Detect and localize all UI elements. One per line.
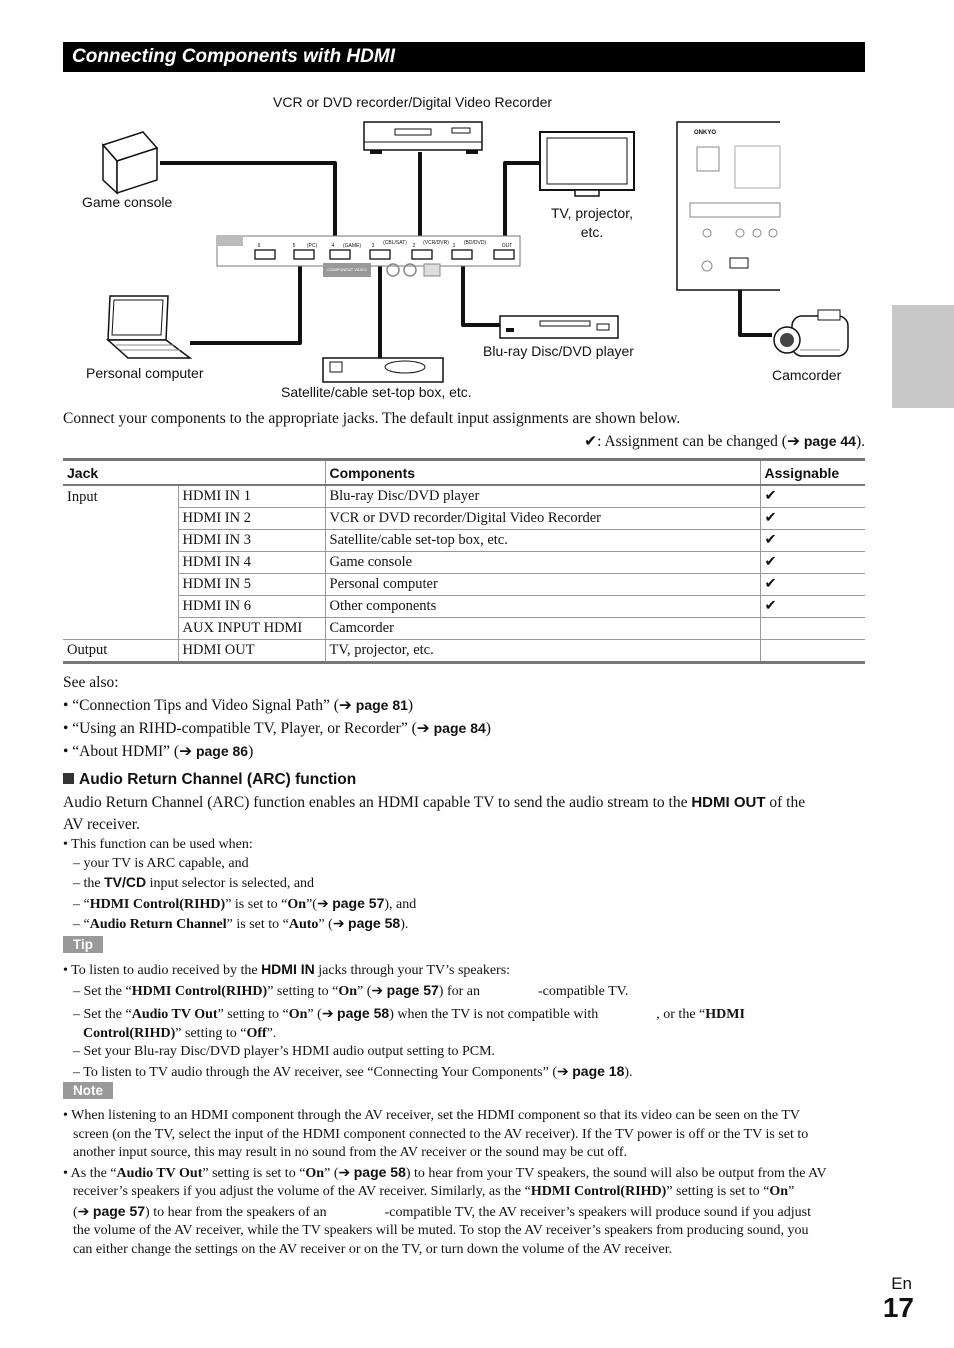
arc-condition-text: ” is set to “ <box>226 917 289 932</box>
tip-text: -compatible TV. <box>538 983 629 999</box>
page-ref-57[interactable]: page 57 <box>92 1202 146 1219</box>
label-tv-line1: TV, projector, <box>551 205 633 221</box>
hdmi-in-label: HDMI IN <box>261 961 315 977</box>
jack-number-out: OUT <box>501 243 513 249</box>
arrow-icon: ➔ <box>321 1007 334 1022</box>
connection-diagram <box>63 90 863 400</box>
tvcd-label: TV/CD <box>104 874 147 890</box>
setting-name: Control(RIHD) <box>83 1025 176 1041</box>
arrow-icon: ➔ <box>316 896 329 912</box>
jack-cell: HDMI IN 4 <box>178 552 325 574</box>
arc-condition-text: – the <box>73 876 105 891</box>
see-also-text: • “Connection Tips and Video Signal Path” ( <box>63 697 339 714</box>
jack-number-5: 5 <box>292 243 296 249</box>
setting-name: HDMI Control(RIHD) <box>131 983 268 999</box>
arc-condition-text: ” is set to “ <box>225 896 288 912</box>
tip-content <box>63 960 865 1082</box>
tip-text: ” ( <box>357 983 372 999</box>
see-also-text: • “Using an RIHD-compatible TV, Player, or Recorder” ( <box>63 720 417 737</box>
table-row <box>63 485 865 508</box>
setting-value: On <box>769 1184 789 1199</box>
label-vcr: VCR or DVD recorder/Digital Video Recorder <box>273 94 553 110</box>
note-text: ” <box>788 1184 795 1199</box>
tip-text: ). <box>624 1064 633 1080</box>
label-camcorder: Camcorder <box>772 367 842 383</box>
jack-cell: HDMI IN 1 <box>178 485 325 508</box>
table-row <box>63 530 865 552</box>
setting-name: Audio TV Out <box>116 1165 203 1181</box>
see-also-item: • “Using an RIHD-compatible TV, Player, or Recorder” (➔ page 84) <box>63 720 491 737</box>
jack-assignment-table <box>63 458 865 664</box>
note-line: screen (on the TV, select the input of the HDMI component connected to the AV receiver). If the TV power is off or the TV is set to <box>73 1126 809 1142</box>
arc-condition-text: ), and <box>384 896 417 912</box>
page-ref-44[interactable]: page 44 <box>803 433 856 449</box>
component-video-label: COMPONENT VIDEO <box>327 267 367 272</box>
hdmi-out-label: HDMI OUT <box>691 794 766 811</box>
setting-name: Audio Return Channel <box>89 917 227 932</box>
input-group-label: Input <box>63 485 178 640</box>
setting-value: Auto <box>288 917 319 932</box>
note-text: ” setting is set to “ <box>666 1184 770 1199</box>
page-ref-57[interactable]: page 57 <box>386 981 439 998</box>
header-jack: Jack <box>63 460 325 486</box>
note-line: the volume of the AV receiver, while the TV speakers will be muted. To stop the AV receiver’s speakers from producing sound, you <box>73 1223 809 1238</box>
page-number: 17 <box>882 1292 914 1323</box>
note-line: • When listening to an HDMI component through the AV receiver, set the HDMI component so that its video can be seen on the TV <box>63 1108 800 1123</box>
arc-condition <box>63 914 416 935</box>
note-text: ) to hear from your TV speakers, the sound will also be output from the AV <box>405 1165 827 1181</box>
note-line: another input source, this may result in no sound from the AV receiver or the sound may be cut off. <box>73 1145 628 1160</box>
see-also-item: • “About HDMI” (➔ page 86) <box>63 743 254 760</box>
tip-text: jacks through your TV’s speakers: <box>314 963 511 978</box>
table-row <box>63 552 865 574</box>
tip-item <box>63 1004 865 1043</box>
arc-condition-text: – your TV is ARC capable, and <box>73 855 249 871</box>
tip-item <box>63 1043 865 1062</box>
arc-condition-text: input selector is selected, and <box>146 876 315 891</box>
page-ref-84[interactable]: page 84 <box>433 720 486 736</box>
tv-icon <box>540 132 634 196</box>
arrow-icon: ➔ <box>179 743 193 760</box>
note-badge <box>63 1082 113 1100</box>
jack-tag-2: (VCR/DVR) <box>423 240 449 246</box>
setting-name: Audio TV Out <box>131 1007 218 1022</box>
note-line: can either change the settings on the AV receiver or on the TV, or turn down the volume of the AV receiver. <box>73 1241 673 1257</box>
assignable-cell: ✔ <box>760 530 865 552</box>
tip-text: ” setting to “ <box>217 1007 289 1022</box>
see-also-label: See also: <box>63 674 119 691</box>
cable-game <box>160 163 335 247</box>
arrow-icon: ➔ <box>786 433 800 450</box>
tip-label: Tip <box>63 936 103 953</box>
tip-text: – Set your Blu-ray Disc/DVD player’s HDMI audio output setting to PCM. <box>73 1044 496 1059</box>
note-line <box>63 1163 865 1184</box>
setting-value: On <box>287 896 307 912</box>
section-title: Connecting Components with HDMI <box>63 42 865 72</box>
jack-cell: HDMI IN 2 <box>178 508 325 530</box>
label-bluray: Blu-ray Disc/DVD player <box>483 343 634 359</box>
diagram-svg <box>63 90 863 400</box>
intro-text: Connect your components to the appropriate jacks. The default input assignments are shown below. <box>63 410 681 427</box>
assignment-note <box>584 430 865 453</box>
arc-condition-text: ”( <box>306 896 317 912</box>
jack-number-4: 4 <box>331 243 335 249</box>
cable-tv <box>505 163 540 247</box>
game-console-icon <box>103 132 157 193</box>
assignable-cell: ✔ <box>760 574 865 596</box>
jack-cell: HDMI IN 6 <box>178 596 325 618</box>
cable-pc <box>190 262 300 343</box>
arc-condition-text: ). <box>400 917 409 932</box>
tip-text: ” ( <box>307 1007 322 1022</box>
arrow-icon: ➔ <box>416 720 430 737</box>
component-cell: Game console <box>325 552 760 574</box>
tip-text: – Set the “ <box>73 1007 132 1022</box>
satellite-box-icon <box>323 358 443 382</box>
component-cell: Other components <box>325 596 760 618</box>
note-label: Note <box>63 1082 113 1099</box>
arc-heading <box>63 771 356 789</box>
assignable-cell: ✔ <box>760 552 865 574</box>
output-group-label: Output <box>63 640 178 663</box>
note-text: ( <box>73 1204 78 1220</box>
tip-badge <box>63 936 103 954</box>
jack-tag-1: (BD/DVD) <box>463 240 487 246</box>
tip-text: ” setting to “ <box>267 983 339 999</box>
label-personal-computer: Personal computer <box>86 365 204 381</box>
tip-item <box>63 981 865 1002</box>
jack-number-3: 3 <box>371 243 375 249</box>
see-also-text: • “About HDMI” ( <box>63 743 180 760</box>
assignable-cell: ✔ <box>760 485 865 508</box>
arc-condition <box>63 894 416 915</box>
side-tab <box>892 305 954 408</box>
checkmark-icon: ✔ <box>584 433 598 450</box>
bluray-player-icon <box>500 316 618 338</box>
tip-text: , or the “ <box>656 1007 706 1022</box>
arrow-icon: ➔ <box>557 1064 569 1080</box>
assignment-note-end: ). <box>855 433 865 450</box>
arc-condition <box>63 873 416 894</box>
arc-condition-text: ” ( <box>318 917 333 932</box>
tip-item <box>63 1062 865 1083</box>
label-satellite: Satellite/cable set-top box, etc. <box>281 384 472 400</box>
assignable-cell <box>760 618 865 640</box>
page-language: En <box>891 1274 912 1293</box>
component-cell: VCR or DVD recorder/Digital Video Recorder <box>325 508 760 530</box>
note-content <box>63 1107 865 1259</box>
setting-name: HDMI Control(RIHD) <box>530 1184 667 1199</box>
square-bullet-icon <box>63 773 74 784</box>
component-cell: Satellite/cable set-top box, etc. <box>325 530 760 552</box>
arc-condition-text: – “ <box>73 917 90 932</box>
jack-tag-4: (GAME) <box>342 243 362 249</box>
table-row <box>63 640 865 663</box>
tip-text: – To listen to TV audio through the AV receiver, see “Connecting Your Components” ( <box>73 1064 557 1080</box>
arc-condition-text: – “ <box>73 896 90 912</box>
page-ref-58[interactable]: page 58 <box>337 1005 390 1021</box>
page-ref-58[interactable]: page 58 <box>353 1163 406 1180</box>
page-ref-86[interactable]: page 86 <box>195 743 249 759</box>
arc-bullet: • This function can be used when: <box>63 837 253 852</box>
table-row <box>63 596 865 618</box>
note-text: ) to hear from the speakers of an <box>145 1204 327 1220</box>
see-also <box>63 672 491 763</box>
jack-number-1: 1 <box>452 243 456 249</box>
component-cell: Personal computer <box>325 574 760 596</box>
brand-logo: ONKYO <box>693 130 717 136</box>
arrow-icon: ➔ <box>338 1165 351 1181</box>
tip-text: • To listen to audio received by the <box>63 963 262 978</box>
arc-text: of the <box>765 794 806 811</box>
setting-value: Off <box>246 1025 267 1041</box>
arrow-icon: ➔ <box>371 983 384 999</box>
table-header-row <box>63 460 865 486</box>
component-cell: Blu-ray Disc/DVD player <box>325 485 760 508</box>
receiver-front-panel <box>677 122 780 290</box>
arrow-icon: ➔ <box>332 917 345 932</box>
header-assignable: Assignable <box>760 460 865 486</box>
assignment-note-text: : Assignment can be changed ( <box>597 433 787 450</box>
vcr-recorder-icon <box>364 122 482 154</box>
page-ref-58[interactable]: page 58 <box>348 915 401 931</box>
see-also-item: • “Connection Tips and Video Signal Path” (➔ page 81) <box>63 697 414 714</box>
component-cell: Camcorder <box>325 618 760 640</box>
page-ref-81[interactable]: page 81 <box>355 697 408 713</box>
tip-text: ) when the TV is not compatible with <box>389 1007 599 1022</box>
cable-bluray <box>463 262 500 325</box>
setting-value: On <box>338 983 358 999</box>
setting-value: On <box>288 1007 308 1022</box>
tip-text: ) for an <box>438 983 480 999</box>
label-tv <box>543 204 641 242</box>
table-row <box>63 574 865 596</box>
assignable-cell: ✔ <box>760 596 865 618</box>
note-text: -compatible TV, the AV receiver’s speakers will produce sound if you adjust <box>384 1204 811 1220</box>
jack-number-6: 6 <box>257 243 261 249</box>
setting-value: On <box>305 1165 325 1181</box>
personal-computer-icon <box>108 296 190 358</box>
table-row <box>63 508 865 530</box>
arc-paragraph <box>63 792 865 836</box>
note-text: ” ( <box>324 1165 339 1181</box>
camcorder-icon <box>774 310 848 356</box>
arc-condition <box>63 855 416 874</box>
label-tv-line2: etc. <box>580 224 604 240</box>
note-text: receiver’s speakers if you adjust the volume of the AV receiver. Similarly, as the “ <box>73 1184 531 1199</box>
table-row <box>63 618 865 640</box>
jack-cell: AUX INPUT HDMI <box>178 618 325 640</box>
arc-heading-text: Audio Return Channel (ARC) function <box>79 771 357 788</box>
jack-tag-3: (CBL/SAT) <box>383 240 407 246</box>
note-text: ” setting is set to “ <box>202 1165 306 1181</box>
assignable-cell <box>760 640 865 663</box>
tip-text: ” setting to “ <box>175 1025 247 1041</box>
tip-text: – Set the “ <box>73 983 132 999</box>
tip-text: ”. <box>266 1025 277 1041</box>
arrow-icon: ➔ <box>338 697 352 714</box>
arc-conditions <box>63 836 416 935</box>
setting-name: HDMI Control(RIHD) <box>89 896 226 912</box>
header-components: Components <box>325 460 760 486</box>
jack-cell: HDMI IN 5 <box>178 574 325 596</box>
setting-name: HDMI <box>705 1007 745 1022</box>
jack-number-2: 2 <box>412 243 416 249</box>
label-game-console: Game console <box>82 194 173 210</box>
tip-bullet <box>63 960 865 981</box>
arrow-icon: ➔ <box>77 1204 90 1220</box>
jack-cell: HDMI IN 3 <box>178 530 325 552</box>
arc-text: Audio Return Channel (ARC) function enables an HDMI capable TV to send the audio stream to the <box>63 794 692 811</box>
page-ref-57[interactable]: page 57 <box>332 894 385 911</box>
component-cell: TV, projector, etc. <box>325 640 760 663</box>
assignable-cell: ✔ <box>760 508 865 530</box>
page-ref-18[interactable]: page 18 <box>572 1062 625 1079</box>
jack-tag-5: (PC) <box>306 243 318 249</box>
note-text: • As the “ <box>63 1165 117 1181</box>
note-line <box>63 1202 865 1223</box>
jack-cell: HDMI OUT <box>178 640 325 663</box>
arc-text: AV receiver. <box>63 816 140 833</box>
note-line <box>63 1183 865 1202</box>
